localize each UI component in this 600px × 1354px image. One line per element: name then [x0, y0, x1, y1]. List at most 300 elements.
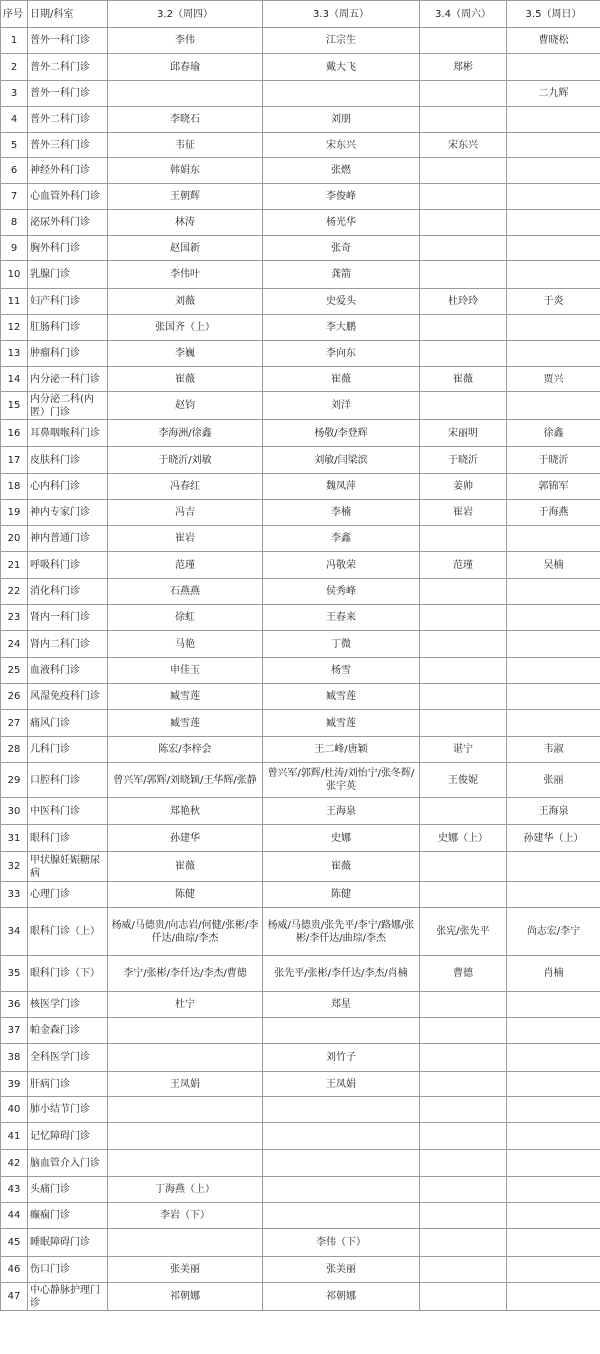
row-seq: 35 — [1, 956, 28, 992]
row-doctor-date-3 — [420, 210, 507, 236]
row-department: 普外三科门诊 — [28, 133, 108, 158]
row-doctor-date-1 — [108, 1229, 263, 1257]
table-row — [1, 81, 600, 107]
row-doctor-date-1: 祁朝娜 — [108, 1283, 263, 1311]
row-doctor-date-4 — [507, 882, 600, 908]
row-doctor-date-2: 刘敏/闫梁滨 — [263, 447, 420, 474]
row-doctor-date-3: 曹德 — [420, 956, 507, 992]
row-doctor-date-3 — [420, 798, 507, 825]
row-doctor-date-2: 冯敬荣 — [263, 552, 420, 579]
row-department: 儿科门诊 — [28, 737, 108, 763]
row-doctor-date-3 — [420, 158, 507, 184]
row-seq: 11 — [1, 289, 28, 315]
row-department: 记忆障碍门诊 — [28, 1123, 108, 1150]
row-doctor-date-2: 王春来 — [263, 605, 420, 631]
row-doctor-date-4 — [507, 1072, 600, 1097]
row-department: 眼科门诊 — [28, 825, 108, 852]
table-row — [1, 552, 600, 579]
row-doctor-date-2 — [263, 1018, 420, 1044]
row-doctor-date-3: 姜帅 — [420, 474, 507, 500]
table-row — [1, 341, 600, 367]
row-seq: 20 — [1, 526, 28, 552]
schedule-body — [1, 28, 600, 1311]
row-doctor-date-2: 张奇 — [263, 236, 420, 261]
row-doctor-date-2: 刘竹子 — [263, 1044, 420, 1072]
row-doctor-date-4: 肖楠 — [507, 956, 600, 992]
row-doctor-date-2: 祁朝娜 — [263, 1283, 420, 1311]
row-department: 痛风门诊 — [28, 710, 108, 737]
row-doctor-date-3 — [420, 1229, 507, 1257]
header-date-2: 3.3（周五） — [263, 1, 420, 28]
row-doctor-date-2: 杨敬/李登辉 — [263, 420, 420, 447]
row-doctor-date-2: 郑星 — [263, 992, 420, 1018]
row-doctor-date-4: 于海燕 — [507, 500, 600, 526]
row-doctor-date-3 — [420, 1018, 507, 1044]
row-department: 核医学门诊 — [28, 992, 108, 1018]
row-doctor-date-4 — [507, 133, 600, 158]
row-doctor-date-4 — [507, 392, 600, 420]
row-seq: 3 — [1, 81, 28, 107]
row-doctor-date-2: 侯秀峰 — [263, 579, 420, 605]
row-department: 皮肤科门诊 — [28, 447, 108, 474]
row-department: 癫痫门诊 — [28, 1203, 108, 1229]
row-doctor-date-4 — [507, 107, 600, 133]
table-row — [1, 1097, 600, 1123]
table-row — [1, 158, 600, 184]
row-seq: 30 — [1, 798, 28, 825]
row-doctor-date-2: 戴大飞 — [263, 54, 420, 81]
row-doctor-date-1: 李巍 — [108, 341, 263, 367]
row-doctor-date-1: 韩娟东 — [108, 158, 263, 184]
row-doctor-date-4 — [507, 605, 600, 631]
row-department: 普外一科门诊 — [28, 28, 108, 54]
row-department: 神经外科门诊 — [28, 158, 108, 184]
table-row — [1, 107, 600, 133]
row-doctor-date-4 — [507, 341, 600, 367]
row-seq: 12 — [1, 315, 28, 341]
row-department: 帕金森门诊 — [28, 1018, 108, 1044]
table-row — [1, 133, 600, 158]
table-row — [1, 1018, 600, 1044]
row-doctor-date-2: 王二峰/唐颖 — [263, 737, 420, 763]
row-doctor-date-1: 石燕燕 — [108, 579, 263, 605]
row-doctor-date-2: 臧雪莲 — [263, 684, 420, 710]
row-doctor-date-3 — [420, 1097, 507, 1123]
row-doctor-date-4 — [507, 526, 600, 552]
row-doctor-date-3: 于晓沂 — [420, 447, 507, 474]
header-row — [1, 1, 600, 28]
row-seq: 43 — [1, 1177, 28, 1203]
table-row — [1, 500, 600, 526]
row-doctor-date-4 — [507, 1097, 600, 1123]
row-doctor-date-1: 丁海燕（上） — [108, 1177, 263, 1203]
row-seq: 19 — [1, 500, 28, 526]
row-doctor-date-4 — [507, 1044, 600, 1072]
table-row — [1, 992, 600, 1018]
row-doctor-date-4: 二九辉 — [507, 81, 600, 107]
row-doctor-date-2: 龚箭 — [263, 261, 420, 289]
row-seq: 6 — [1, 158, 28, 184]
row-doctor-date-4 — [507, 658, 600, 684]
table-row — [1, 798, 600, 825]
row-department: 肛肠科门诊 — [28, 315, 108, 341]
table-row — [1, 605, 600, 631]
row-doctor-date-4 — [507, 684, 600, 710]
row-doctor-date-4 — [507, 158, 600, 184]
row-doctor-date-3 — [420, 107, 507, 133]
row-doctor-date-1 — [108, 81, 263, 107]
row-doctor-date-3: 宋丽明 — [420, 420, 507, 447]
row-doctor-date-2: 陈健 — [263, 882, 420, 908]
row-seq: 23 — [1, 605, 28, 631]
row-doctor-date-3 — [420, 710, 507, 737]
row-doctor-date-2 — [263, 1123, 420, 1150]
row-doctor-date-3 — [420, 579, 507, 605]
row-doctor-date-3 — [420, 852, 507, 882]
row-department: 血液科门诊 — [28, 658, 108, 684]
row-doctor-date-4: 于晓沂 — [507, 447, 600, 474]
row-department: 普外二科门诊 — [28, 107, 108, 133]
row-seq: 37 — [1, 1018, 28, 1044]
table-row — [1, 710, 600, 737]
table-row — [1, 908, 600, 956]
row-department: 内分泌一科门诊 — [28, 367, 108, 392]
row-doctor-date-4: 尚志宏/李宁 — [507, 908, 600, 956]
row-doctor-date-2 — [263, 81, 420, 107]
row-department: 乳腺门诊 — [28, 261, 108, 289]
row-doctor-date-2: 李楠 — [263, 500, 420, 526]
row-doctor-date-4 — [507, 1229, 600, 1257]
row-doctor-date-4: 徐鑫 — [507, 420, 600, 447]
row-doctor-date-3 — [420, 236, 507, 261]
table-row — [1, 1203, 600, 1229]
row-doctor-date-2: 刘朋 — [263, 107, 420, 133]
row-doctor-date-1: 杨威/马德贵/向志岩/何健/张彬/李仟达/曲琮/李杰 — [108, 908, 263, 956]
row-doctor-date-1: 陈健 — [108, 882, 263, 908]
row-doctor-date-3 — [420, 341, 507, 367]
row-doctor-date-1: 徐虹 — [108, 605, 263, 631]
row-doctor-date-3 — [420, 28, 507, 54]
row-doctor-date-3 — [420, 315, 507, 341]
row-department: 甲状腺妊娠糖尿病 — [28, 852, 108, 882]
row-seq: 31 — [1, 825, 28, 852]
row-doctor-date-4 — [507, 1123, 600, 1150]
table-row — [1, 289, 600, 315]
row-doctor-date-4 — [507, 852, 600, 882]
row-doctor-date-1: 李伟 — [108, 28, 263, 54]
table-row — [1, 658, 600, 684]
row-doctor-date-1 — [108, 1123, 263, 1150]
row-doctor-date-2 — [263, 1177, 420, 1203]
row-doctor-date-1: 崔薇 — [108, 367, 263, 392]
row-doctor-date-3: 张宪/张先平 — [420, 908, 507, 956]
table-row — [1, 367, 600, 392]
table-row — [1, 261, 600, 289]
row-doctor-date-2: 王海泉 — [263, 798, 420, 825]
table-row — [1, 474, 600, 500]
row-department: 睡眠障碍门诊 — [28, 1229, 108, 1257]
row-department: 呼吸科门诊 — [28, 552, 108, 579]
row-doctor-date-4 — [507, 1150, 600, 1177]
row-doctor-date-3 — [420, 605, 507, 631]
row-doctor-date-3 — [420, 81, 507, 107]
row-doctor-date-1: 于晓沂/刘敏 — [108, 447, 263, 474]
row-doctor-date-3 — [420, 1283, 507, 1311]
row-seq: 8 — [1, 210, 28, 236]
row-doctor-date-3 — [420, 658, 507, 684]
row-seq: 29 — [1, 763, 28, 798]
row-doctor-date-1: 李海洲/徐鑫 — [108, 420, 263, 447]
row-doctor-date-1: 王凤娟 — [108, 1072, 263, 1097]
table-row — [1, 315, 600, 341]
row-doctor-date-2: 江宗生 — [263, 28, 420, 54]
row-doctor-date-4 — [507, 710, 600, 737]
table-row — [1, 1123, 600, 1150]
row-department: 普外一科门诊 — [28, 81, 108, 107]
row-doctor-date-1: 冯春红 — [108, 474, 263, 500]
table-row — [1, 1150, 600, 1177]
header-seq: 序号 — [1, 1, 28, 28]
row-seq: 28 — [1, 737, 28, 763]
row-doctor-date-1: 李岩（下） — [108, 1203, 263, 1229]
row-doctor-date-1: 韦征 — [108, 133, 263, 158]
row-department: 泌尿外科门诊 — [28, 210, 108, 236]
row-doctor-date-4 — [507, 1177, 600, 1203]
row-doctor-date-4 — [507, 315, 600, 341]
row-doctor-date-4 — [507, 261, 600, 289]
row-department: 耳鼻咽喉科门诊 — [28, 420, 108, 447]
row-seq: 10 — [1, 261, 28, 289]
row-doctor-date-2: 臧雪莲 — [263, 710, 420, 737]
row-doctor-date-1: 范瑾 — [108, 552, 263, 579]
row-seq: 26 — [1, 684, 28, 710]
table-row — [1, 631, 600, 658]
row-doctor-date-2: 刘洋 — [263, 392, 420, 420]
row-doctor-date-1: 张国齐（上） — [108, 315, 263, 341]
row-doctor-date-4: 曹晓松 — [507, 28, 600, 54]
row-department: 头痛门诊 — [28, 1177, 108, 1203]
row-department: 胸外科门诊 — [28, 236, 108, 261]
row-doctor-date-2: 李向东 — [263, 341, 420, 367]
table-row — [1, 763, 600, 798]
row-doctor-date-3 — [420, 184, 507, 210]
table-row — [1, 184, 600, 210]
row-doctor-date-1: 马艳 — [108, 631, 263, 658]
row-doctor-date-1 — [108, 1044, 263, 1072]
row-doctor-date-3 — [420, 1177, 507, 1203]
row-doctor-date-4 — [507, 992, 600, 1018]
row-doctor-date-3 — [420, 261, 507, 289]
row-seq: 21 — [1, 552, 28, 579]
row-department: 全科医学门诊 — [28, 1044, 108, 1072]
row-doctor-date-1: 郑艳秋 — [108, 798, 263, 825]
row-department: 肺小结节门诊 — [28, 1097, 108, 1123]
row-department: 神内普通门诊 — [28, 526, 108, 552]
table-row — [1, 737, 600, 763]
table-row — [1, 956, 600, 992]
row-doctor-date-4: 贾兴 — [507, 367, 600, 392]
table-row — [1, 1177, 600, 1203]
row-doctor-date-2: 丁微 — [263, 631, 420, 658]
row-seq: 36 — [1, 992, 28, 1018]
row-doctor-date-1 — [108, 1150, 263, 1177]
row-doctor-date-4: 于炎 — [507, 289, 600, 315]
table-row — [1, 447, 600, 474]
row-doctor-date-4: 王海泉 — [507, 798, 600, 825]
header-dept: 日期/科室 — [28, 1, 108, 28]
row-seq: 5 — [1, 133, 28, 158]
table-row — [1, 210, 600, 236]
row-doctor-date-4: 吴楠 — [507, 552, 600, 579]
row-doctor-date-3 — [420, 992, 507, 1018]
row-doctor-date-2 — [263, 1097, 420, 1123]
row-doctor-date-2: 杨光华 — [263, 210, 420, 236]
table-row — [1, 54, 600, 81]
header-date-1: 3.2（周四） — [108, 1, 263, 28]
row-department: 心内科门诊 — [28, 474, 108, 500]
row-doctor-date-2: 李伟（下） — [263, 1229, 420, 1257]
table-row — [1, 526, 600, 552]
row-seq: 34 — [1, 908, 28, 956]
table-row — [1, 236, 600, 261]
row-doctor-date-4 — [507, 1018, 600, 1044]
row-doctor-date-1: 臧雪莲 — [108, 684, 263, 710]
row-department: 眼科门诊（上） — [28, 908, 108, 956]
row-doctor-date-1: 赵钧 — [108, 392, 263, 420]
row-department: 肾内二科门诊 — [28, 631, 108, 658]
header-date-4: 3.5（周日） — [507, 1, 600, 28]
row-seq: 1 — [1, 28, 28, 54]
row-doctor-date-2: 张先平/张彬/李仟达/李杰/肖楠 — [263, 956, 420, 992]
row-doctor-date-4: 张丽 — [507, 763, 600, 798]
row-doctor-date-3: 史娜（上） — [420, 825, 507, 852]
table-row — [1, 420, 600, 447]
row-doctor-date-1: 崔薇 — [108, 852, 263, 882]
row-department: 妇产科门诊 — [28, 289, 108, 315]
row-seq: 40 — [1, 1097, 28, 1123]
table-row — [1, 825, 600, 852]
row-seq: 47 — [1, 1283, 28, 1311]
row-seq: 13 — [1, 341, 28, 367]
row-seq: 25 — [1, 658, 28, 684]
row-seq: 7 — [1, 184, 28, 210]
table-row — [1, 1072, 600, 1097]
row-doctor-date-3 — [420, 1257, 507, 1283]
row-department: 内分泌二科(内匿）门诊 — [28, 392, 108, 420]
row-doctor-date-4 — [507, 631, 600, 658]
table-row — [1, 579, 600, 605]
row-department: 口腔科门诊 — [28, 763, 108, 798]
row-doctor-date-1: 张美丽 — [108, 1257, 263, 1283]
row-doctor-date-1: 曾兴军/郭辉/刘晓颖/王华辉/张静 — [108, 763, 263, 798]
row-doctor-date-1: 李伟叶 — [108, 261, 263, 289]
table-row — [1, 392, 600, 420]
row-doctor-date-2: 李大鹏 — [263, 315, 420, 341]
row-doctor-date-2: 宋东兴 — [263, 133, 420, 158]
row-seq: 45 — [1, 1229, 28, 1257]
row-seq: 27 — [1, 710, 28, 737]
row-department: 普外二科门诊 — [28, 54, 108, 81]
row-doctor-date-1: 刘薇 — [108, 289, 263, 315]
row-doctor-date-1: 林涛 — [108, 210, 263, 236]
row-department: 肾内一科门诊 — [28, 605, 108, 631]
row-doctor-date-2: 李鑫 — [263, 526, 420, 552]
row-doctor-date-3: 崔薇 — [420, 367, 507, 392]
row-doctor-date-3 — [420, 1123, 507, 1150]
row-doctor-date-3 — [420, 1203, 507, 1229]
row-seq: 15 — [1, 392, 28, 420]
row-doctor-date-1: 冯吉 — [108, 500, 263, 526]
row-doctor-date-4 — [507, 1257, 600, 1283]
row-seq: 17 — [1, 447, 28, 474]
row-doctor-date-4 — [507, 579, 600, 605]
row-doctor-date-2: 杨雪 — [263, 658, 420, 684]
table-row — [1, 1229, 600, 1257]
row-doctor-date-2: 史爱头 — [263, 289, 420, 315]
row-doctor-date-1: 王朝辉 — [108, 184, 263, 210]
row-doctor-date-3: 杜玲玲 — [420, 289, 507, 315]
row-seq: 42 — [1, 1150, 28, 1177]
row-doctor-date-2: 崔薇 — [263, 852, 420, 882]
row-seq: 41 — [1, 1123, 28, 1150]
row-doctor-date-1: 赵国新 — [108, 236, 263, 261]
row-doctor-date-3 — [420, 1044, 507, 1072]
table-row — [1, 1257, 600, 1283]
row-doctor-date-4: 韦淑 — [507, 737, 600, 763]
row-seq: 9 — [1, 236, 28, 261]
row-doctor-date-4 — [507, 1283, 600, 1311]
row-department: 肿瘤科门诊 — [28, 341, 108, 367]
row-doctor-date-3 — [420, 392, 507, 420]
table-row — [1, 882, 600, 908]
row-doctor-date-4 — [507, 184, 600, 210]
row-doctor-date-1: 臧雪莲 — [108, 710, 263, 737]
row-seq: 44 — [1, 1203, 28, 1229]
row-doctor-date-3: 谌宁 — [420, 737, 507, 763]
row-seq: 4 — [1, 107, 28, 133]
row-doctor-date-4: 孙建华（上） — [507, 825, 600, 852]
row-doctor-date-2 — [263, 1203, 420, 1229]
row-doctor-date-2: 魏凤萍 — [263, 474, 420, 500]
row-doctor-date-3: 崔岩 — [420, 500, 507, 526]
row-department: 风湿免疫科门诊 — [28, 684, 108, 710]
row-seq: 14 — [1, 367, 28, 392]
row-doctor-date-3: 郑彬 — [420, 54, 507, 81]
row-seq: 33 — [1, 882, 28, 908]
row-department: 神内专家门诊 — [28, 500, 108, 526]
row-doctor-date-3 — [420, 882, 507, 908]
row-doctor-date-4 — [507, 1203, 600, 1229]
row-department: 伤口门诊 — [28, 1257, 108, 1283]
row-doctor-date-3 — [420, 1072, 507, 1097]
row-doctor-date-2: 张燃 — [263, 158, 420, 184]
table-row — [1, 852, 600, 882]
row-doctor-date-4 — [507, 210, 600, 236]
row-seq: 2 — [1, 54, 28, 81]
row-doctor-date-2: 杨威/马德贵/张先平/李宁/路娜/张彬/李仟达/曲琮/李杰 — [263, 908, 420, 956]
row-department: 心理门诊 — [28, 882, 108, 908]
row-doctor-date-1: 孙建华 — [108, 825, 263, 852]
row-department: 脑血管介入门诊 — [28, 1150, 108, 1177]
row-seq: 16 — [1, 420, 28, 447]
row-seq: 39 — [1, 1072, 28, 1097]
table-row — [1, 1283, 600, 1311]
row-department: 中医科门诊 — [28, 798, 108, 825]
row-doctor-date-3: 范瑾 — [420, 552, 507, 579]
row-doctor-date-1: 邱春瑜 — [108, 54, 263, 81]
table-row — [1, 1044, 600, 1072]
table-row — [1, 684, 600, 710]
